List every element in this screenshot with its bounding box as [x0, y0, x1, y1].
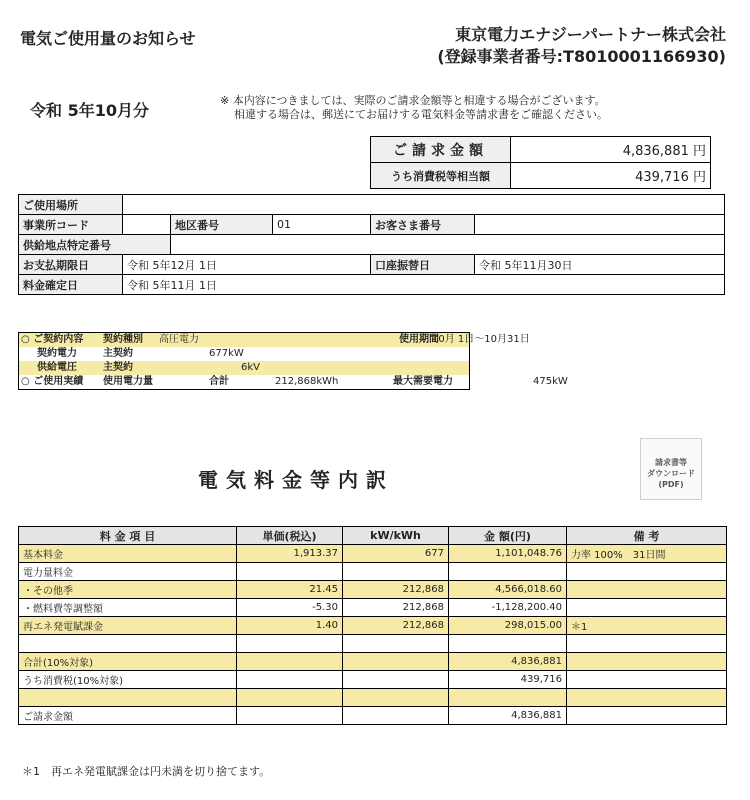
- fee-item: ご請求金額: [19, 707, 237, 725]
- fee-item: [19, 635, 237, 653]
- contract-heading: ○ ご契約内容: [21, 334, 84, 345]
- supply-point-value: [171, 235, 725, 255]
- amount: 4,836,881: [449, 653, 567, 671]
- quantity: [343, 707, 449, 725]
- header-item: 料 金 項 目: [19, 527, 237, 545]
- unit-price: 1.40: [237, 617, 343, 635]
- customer-number-value: [475, 215, 725, 235]
- supply-point-label: 供給地点特定番号: [19, 235, 171, 255]
- quantity: [343, 671, 449, 689]
- fee-item: 再エネ発電賦課金: [19, 617, 237, 635]
- unit-price: 21.45: [237, 581, 343, 599]
- billing-amount-label: ご請求金額: [371, 137, 511, 163]
- table-row: [19, 545, 727, 563]
- office-code-value: [123, 215, 171, 235]
- table-row: [19, 563, 727, 581]
- office-code-label: 事業所コード: [19, 215, 123, 235]
- billing-amount-box: [370, 136, 711, 189]
- amount: 298,015.00: [449, 617, 567, 635]
- remarks: [567, 599, 727, 617]
- table-row: [19, 581, 727, 599]
- download-line-2: ダウンロード: [647, 469, 695, 478]
- usage-period-label: 使用期間: [399, 334, 439, 345]
- breakdown-title: 電気料金等内訳: [198, 468, 394, 492]
- contract-type-label: 契約種別: [103, 334, 143, 345]
- table-row: [19, 707, 727, 725]
- amount: 4,566,018.60: [449, 581, 567, 599]
- unit-price: [237, 635, 343, 653]
- billing-month: 令和 5年10月分: [30, 101, 149, 120]
- usage-heading: ○ ご使用実績: [21, 376, 84, 387]
- quantity: [343, 635, 449, 653]
- max-demand-value: 475kW: [533, 376, 568, 387]
- unit-price: [237, 707, 343, 725]
- fee-breakdown-table: [18, 526, 727, 725]
- fee-item: 基本料金: [19, 545, 237, 563]
- contract-summary: [18, 332, 470, 390]
- transfer-date-value: 令和 5年11月30日: [475, 255, 725, 275]
- remarks: [567, 635, 727, 653]
- table-row: [19, 689, 727, 707]
- header-amount: 金 額(円): [449, 527, 567, 545]
- remarks: [567, 563, 727, 581]
- fee-item: 電力量料金: [19, 563, 237, 581]
- fee-item: [19, 689, 237, 707]
- remarks: ＊1: [567, 617, 727, 635]
- due-date-label: お支払期限日: [19, 255, 123, 275]
- tax-amount-value: 439,716 円: [511, 163, 711, 189]
- company-block: [437, 24, 726, 68]
- confirm-date-label: 料金確定日: [19, 275, 123, 295]
- download-line-3: (PDF): [658, 480, 684, 489]
- quantity: [343, 563, 449, 581]
- header-unit-price: 単価(税込): [237, 527, 343, 545]
- location-label: ご使用場所: [19, 195, 123, 215]
- remarks: [567, 653, 727, 671]
- amount: 439,716: [449, 671, 567, 689]
- supply-voltage-label: 供給電圧: [37, 362, 77, 373]
- table-row: [19, 653, 727, 671]
- quantity: 212,868: [343, 599, 449, 617]
- usage-energy-label: 使用電力量: [103, 376, 153, 387]
- max-demand-label: 最大需要電力: [393, 376, 453, 387]
- quantity: [343, 653, 449, 671]
- amount: [449, 635, 567, 653]
- fee-item: 合計(10%対象): [19, 653, 237, 671]
- header-quantity: kW/kWh: [343, 527, 449, 545]
- fee-item: うち消費税(10%対象): [19, 671, 237, 689]
- pdf-download-button[interactable]: [640, 438, 702, 500]
- contract-type-value: 高圧電力: [159, 334, 199, 345]
- registration-number: (登録事業者番号:T8010001166930): [437, 47, 726, 66]
- quantity: [343, 689, 449, 707]
- fee-item: ・その他季: [19, 581, 237, 599]
- remarks: [567, 581, 727, 599]
- contract-power-value: 677kW: [209, 348, 244, 359]
- note-line-2: 相違する場合は、郵送にてお届けする電気料金等請求書をご確認ください。: [234, 108, 608, 121]
- footnote: ＊1 再エネ発電賦課金は円未満を切り捨てます。: [22, 765, 271, 778]
- amount: 4,836,881: [449, 707, 567, 725]
- supply-voltage-main-label: 主契約: [103, 362, 133, 373]
- tax-amount-label: うち消費税等相当額: [371, 163, 511, 189]
- quantity: 212,868: [343, 581, 449, 599]
- supply-voltage-row: [19, 361, 469, 375]
- fee-table-header: [19, 527, 727, 545]
- table-row: [19, 635, 727, 653]
- download-line-1: 請求書等: [655, 458, 687, 467]
- amount: 1,101,048.76: [449, 545, 567, 563]
- usage-row: [19, 375, 469, 389]
- billing-amount-value: 4,836,881 円: [511, 137, 711, 163]
- unit-price: -5.30: [237, 599, 343, 617]
- table-row: [19, 599, 727, 617]
- confirm-date-value: 令和 5年11月 1日: [123, 275, 725, 295]
- amount: [449, 563, 567, 581]
- amount: [449, 689, 567, 707]
- remarks: [567, 671, 727, 689]
- table-row: [19, 617, 727, 635]
- remarks: [567, 707, 727, 725]
- table-row: [19, 671, 727, 689]
- quantity: 677: [343, 545, 449, 563]
- remarks: [567, 689, 727, 707]
- supply-voltage-value: 6kV: [241, 362, 260, 373]
- usage-total-value: 212,868kWh: [275, 376, 339, 387]
- unit-price: [237, 689, 343, 707]
- customer-number-label: お客さま番号: [371, 215, 475, 235]
- usage-period-value: 10月 1日～10月31日: [432, 334, 530, 345]
- quantity: 212,868: [343, 617, 449, 635]
- location-value: [123, 195, 725, 215]
- contract-row: [19, 333, 469, 347]
- unit-price: [237, 671, 343, 689]
- area-label: 地区番号: [171, 215, 273, 235]
- fee-item: ・燃料費等調整額: [19, 599, 237, 617]
- unit-price: [237, 563, 343, 581]
- amount: -1,128,200.40: [449, 599, 567, 617]
- note-line-1: ※ 本内容につきましては、実際のご請求金額等と相違する場合がございます。: [220, 94, 606, 107]
- unit-price: [237, 653, 343, 671]
- transfer-date-label: 口座振替日: [371, 255, 475, 275]
- usage-total-label: 合計: [209, 376, 229, 387]
- remarks: 力率 100% 31日間: [567, 545, 727, 563]
- contract-power-row: [19, 347, 469, 361]
- contract-power-main-label: 主契約: [103, 348, 133, 359]
- due-date-value: 令和 5年12月 1日: [123, 255, 371, 275]
- customer-info-table: [18, 194, 725, 295]
- area-value: 01: [273, 215, 371, 235]
- unit-price: 1,913.37: [237, 545, 343, 563]
- header-remarks: 備 考: [567, 527, 727, 545]
- disclaimer-note: [220, 94, 608, 122]
- contract-power-label: 契約電力: [37, 348, 77, 359]
- company-name: 東京電力エナジーパートナー株式会社: [455, 25, 726, 44]
- page-title: 電気ご使用量のお知らせ: [20, 29, 196, 48]
